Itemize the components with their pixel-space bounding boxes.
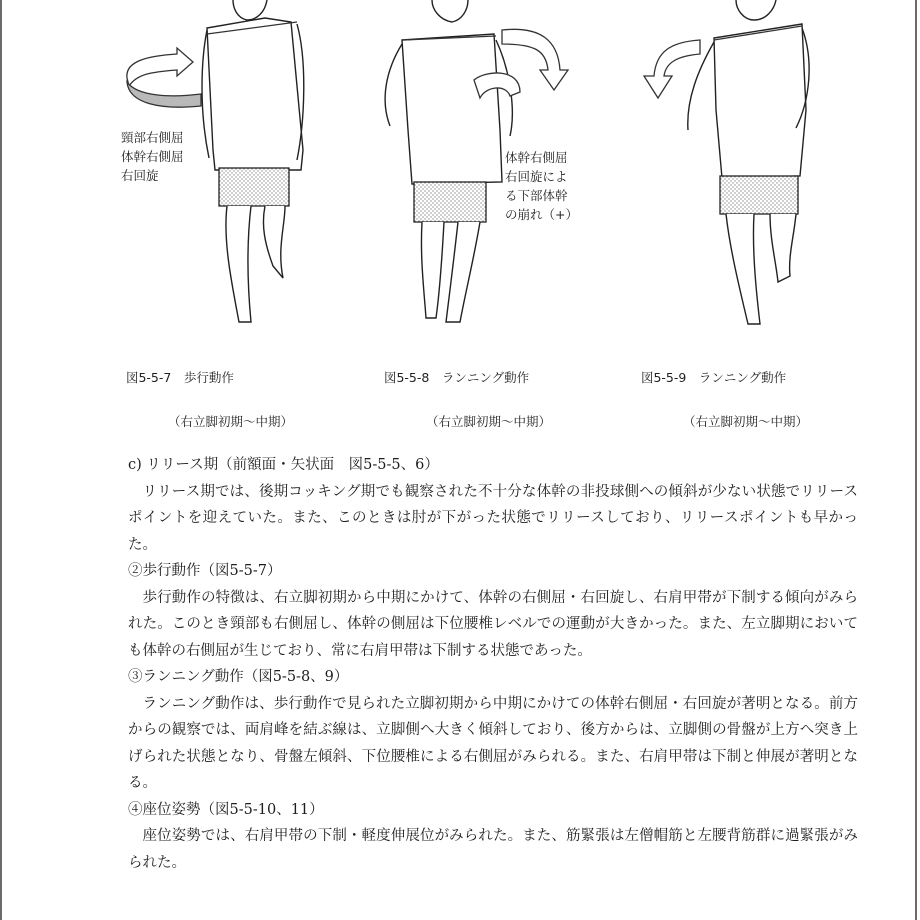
figure-5-5-9-caption [633,345,808,455]
sitting-heading: ④座位姿勢（図5-5-10、11） [128,801,324,818]
figure-5-5-7-annotation [121,128,184,185]
figure-caption-subtitle: （右立脚初期〜中期） [426,414,552,429]
annotation-line: の崩れ（+） [505,207,578,222]
figure-5-5-8-annotation [505,148,578,224]
sitting-paragraph: 座位姿勢では、右肩甲帯の下制・軽度伸展位がみられた。また、筋緊張は左僧帽筋と左腰背筋群に過緊張がみられた。 [128,828,858,871]
figure-5-5-7-caption [118,345,293,455]
walking-paragraph: 歩行動作の特徴は、右立脚初期から中期にかけて、体幹の右側屈・右回旋し、右肩甲帯が下制する傾向がみられた。このとき頸部も右側屈し、体幹の側屈は下位腰椎レベルでの運動が大きかった。また、左立脚期においても体幹の右側屈が生じており、常に右肩甲帯は下制する状態であった。 [128,589,858,659]
figure-5-5-9 [630,0,830,340]
figure-caption-title: 図5-5-8 ランニング動作 [383,370,530,385]
running-heading: ③ランニング動作（図5-5-8、9） [128,669,349,685]
annotation-line: る下部体幹 [505,188,568,203]
figure-5-5-8-caption [376,345,551,455]
running-front-figure-illustration [630,0,830,340]
body-text [128,452,858,876]
rotation-arrow-icon [127,48,193,86]
walking-heading: ②歩行動作（図5-5-7） [128,563,282,579]
annotation-line: 体幹右側屈 [121,149,184,164]
running-paragraph: ランニング動作は、歩行動作で見られた立脚初期から中期にかけての体幹右側屈・右回旋が著明となる。前方からの観察では、両肩峰を結ぶ線は、立脚側へ大きく傾斜しており、後方からは、立脚側の骨盤が上方へ突き上げられた状態となり、骨盤左傾斜、下位腰椎による右側屈がみられる。また、右肩甲帯は下制と伸展が著明となる。 [128,695,858,791]
annotation-line: 頸部右側屈 [121,130,184,145]
annotation-line: 右回旋によ [505,169,568,184]
annotation-line: 体幹右側屈 [505,150,568,165]
section-c-paragraph: リリース期では、後期コッキング期でも観察された不十分な体幹の非投球側への傾斜が少ない状態でリリースポイントを迎えていた。また、このときは肘が下がった状態でリリースしており、リリースポイントも早かった。 [128,483,858,553]
figure-caption-title: 図5-5-7 歩行動作 [125,370,234,385]
figure-caption-subtitle: （右立脚初期〜中期） [168,414,294,429]
figure-caption-subtitle: （右立脚初期〜中期） [683,414,809,429]
rotation-arrow-icon [644,40,700,98]
figure-caption-title: 図5-5-9 ランニング動作 [640,370,787,385]
section-c-heading: c) リリース期（前額面・矢状面 図5-5-5、6） [128,457,439,473]
annotation-line: 右回旋 [121,168,159,183]
